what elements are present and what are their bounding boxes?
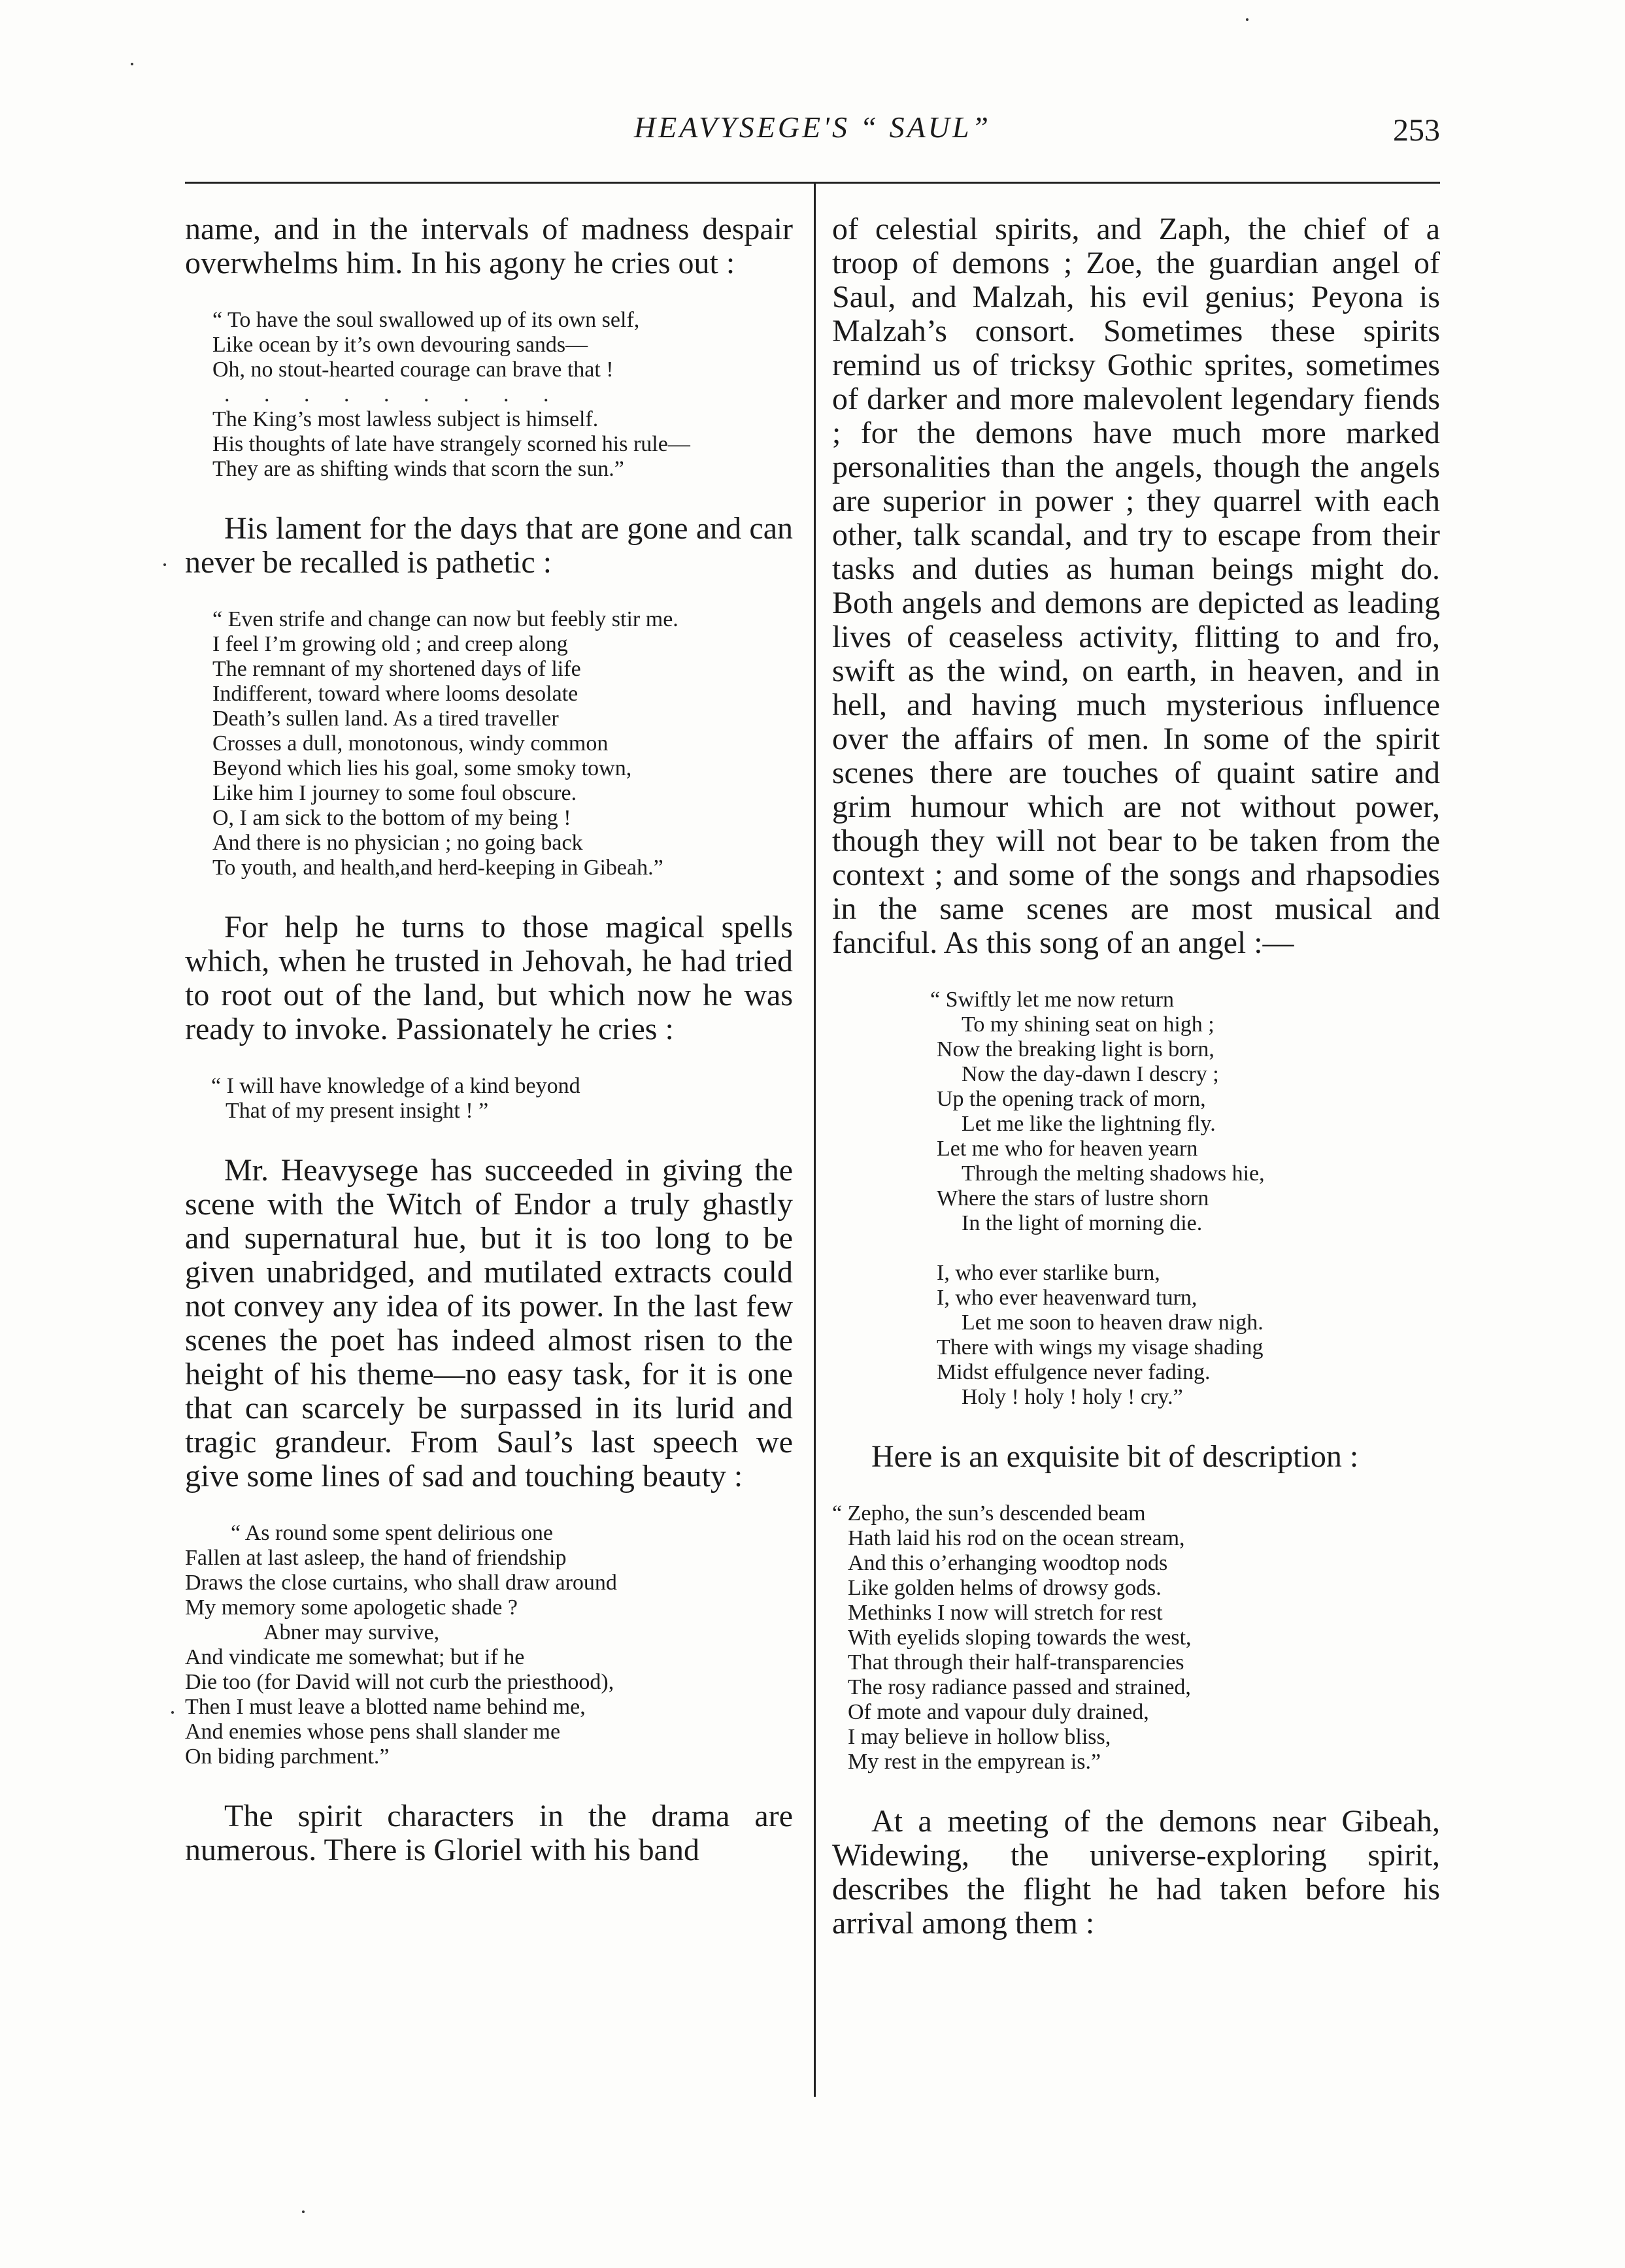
stray-mark	[163, 563, 166, 566]
verse-line: There with wings my visage shading	[937, 1335, 1264, 1359]
page-header	[185, 110, 1440, 169]
verse-line: In the light of morning die.	[962, 1211, 1203, 1235]
verse-line: Death’s sullen land. As a tired traveller	[212, 707, 559, 731]
verse-line: Beyond which lies his goal, some smoky town,	[212, 756, 632, 780]
paragraph: The spirit characters in the drama are numerous. There is Gloriel with his band	[185, 1799, 793, 1867]
verse-line: “ Zepho, the sun’s descended beam	[832, 1501, 1146, 1526]
verse-line: That through their half-transparencies	[848, 1650, 1184, 1675]
verse-quote	[185, 308, 793, 482]
verse-quote	[930, 988, 1440, 1410]
verse-line: I, who ever heavenward turn,	[937, 1286, 1198, 1310]
verse-line: Where the stars of lustre shorn	[937, 1186, 1209, 1210]
column-divider	[814, 182, 816, 2097]
verse-line: Of mote and vapour duly drained,	[848, 1700, 1149, 1724]
verse-line: And enemies whose pens shall slander me	[185, 1720, 561, 1744]
verse-line: Now the day-dawn I descry ;	[962, 1062, 1219, 1086]
verse-line: O, I am sick to the bottom of my being !	[212, 806, 571, 830]
verse-line: Fallen at last asleep, the hand of friendship	[185, 1546, 567, 1570]
verse-line: To youth, and health,and herd-keeping in Gibeah.”	[212, 856, 663, 880]
stray-mark	[131, 63, 133, 65]
verse-line: They are as shifting winds that scorn the sun.”	[212, 457, 624, 481]
verse-line: Abner may survive,	[263, 1620, 440, 1644]
verse-line: Up the opening track of morn,	[937, 1087, 1206, 1111]
verse-line: Midst effulgence never fading.	[937, 1360, 1211, 1384]
verse-line: Now the breaking light is born,	[937, 1037, 1215, 1061]
paragraph: of celestial spirits, and Zaph, the chief of a troop of demons ; Zoe, the guardian angel of Saul, and Malzah, his evil genius; Peyona is Malzah’s consort. Sometimes these spirits remind us of tricksy Gothic sprites, sometimes of darker and more malevolent legendary fiends ; for the demons have much more marked personalities than the angels, though the angels are superior in power ; they quarrel with each other, talk scandal, and try to escape from their tasks and duties as human beings might do. Both angels and demons are depicted as leading lives of ceaseless activity, flitting to and fro, swift as the wind, on earth, in heaven, and in hell, and having much mysterious influence over the affairs of men. In some of the spirit scenes there are touches of quaint satire and grim humour which are not without power, though they will not bear to be taken from the context ; and some of the songs and rhapsodies in the same scenes are most musical and fanciful. As this song of an angel :—	[832, 212, 1440, 960]
verse-line: Holy ! holy ! holy ! cry.”	[962, 1385, 1183, 1409]
verse-line: My memory some apologetic shade ?	[185, 1595, 518, 1620]
verse-quote	[185, 1521, 793, 1769]
verse-line: The King’s most lawless subject is himself.	[212, 407, 599, 431]
verse-line: Indifferent, toward where looms desolate	[212, 682, 578, 706]
verse-line: Like him I journey to some foul obscure.	[212, 781, 577, 805]
verse-line: That of my present insight ! ”	[226, 1099, 489, 1123]
verse-line: “ I will have knowledge of a kind beyond	[211, 1074, 580, 1098]
ellipsis-line: . . . . . . . . .	[224, 382, 563, 407]
verse-line: My rest in the empyrean is.”	[848, 1750, 1101, 1774]
paragraph: At a meeting of the demons near Gibeah, Widewing, the universe-exploring spirit, describes the flight he had taken before his arrival among them :	[832, 1804, 1440, 1941]
page-number: 253	[1393, 113, 1440, 148]
verse-line: “ As round some spent delirious one	[231, 1521, 553, 1545]
verse-line: Hath laid his rod on the ocean stream,	[848, 1526, 1185, 1550]
verse-line: Methinks I now will stretch for rest	[848, 1601, 1163, 1625]
paragraph: Mr. Heavysege has succeeded in giving the scene with the Witch of Endor a truly ghastly and supernatural hue, but it is too long to be given unabridged, and mutilated extracts could not convey any idea of its power. In the last few scenes the poet has indeed almost risen to the height of his theme—no easy task, for it is one that can scarcely be surpassed in its lurid and tragic grandeur. From Saul’s last speech we give some lines of sad and touching beauty :	[185, 1153, 793, 1493]
verse-line: And vindicate me somewhat; but if he	[185, 1645, 525, 1669]
verse-line: And there is no physician ; no going back	[212, 831, 583, 855]
verse-line: On biding parchment.”	[185, 1744, 390, 1769]
verse-line: Let me like the lightning fly.	[962, 1112, 1216, 1136]
paragraph: His lament for the days that are gone and can never be recalled is pathetic :	[185, 511, 793, 580]
verse-line: Die too (for David will not curb the priesthood),	[185, 1670, 614, 1694]
verse-line: “ Swiftly let me now return	[930, 988, 1174, 1012]
verse-line: Like golden helms of drowsy gods.	[848, 1576, 1162, 1600]
verse-line: His thoughts of late have strangely scorned his rule—	[212, 432, 690, 456]
verse-line: I feel I’m growing old ; and creep along	[212, 632, 568, 656]
verse-line: The rosy radiance passed and strained,	[848, 1675, 1191, 1699]
stray-mark	[302, 2210, 305, 2213]
verse-line: Through the melting shadows hie,	[962, 1161, 1265, 1186]
right-column	[832, 212, 1440, 1941]
stray-mark	[171, 1711, 174, 1714]
verse-line: Draws the close curtains, who shall draw around	[185, 1571, 617, 1595]
verse-line: Let me who for heaven yearn	[937, 1137, 1198, 1161]
verse-line: Crosses a dull, monotonous, windy common	[212, 731, 609, 756]
verse-line: Like ocean by it’s own devouring sands—	[212, 333, 588, 357]
paragraph: For help he turns to those magical spells which, when he trusted in Jehovah, he had tried to root out of the land, but which now he was ready to invoke. Passionately he cries :	[185, 910, 793, 1046]
verse-line: “ Even strife and change can now but feebly stir me.	[212, 607, 678, 631]
paragraph: Here is an exquisite bit of description :	[871, 1439, 1359, 1474]
stanza-gap	[930, 1236, 1440, 1261]
paragraph: name, and in the intervals of madness despair overwhelms him. In his agony he cries out :	[185, 212, 793, 280]
verse-line: I, who ever starlike burn,	[937, 1261, 1160, 1285]
header-rule	[185, 182, 1440, 184]
verse-line: With eyelids sloping towards the west,	[848, 1626, 1192, 1650]
left-column	[185, 212, 793, 1867]
verse-line: “ To have the soul swallowed up of its own self,	[212, 308, 640, 332]
verse-line: Oh, no stout-hearted courage can brave that !	[212, 358, 614, 382]
verse-quote	[185, 607, 793, 880]
running-title: HEAVYSEGE'S “ SAUL”	[633, 110, 992, 144]
stray-mark	[1246, 18, 1248, 21]
verse-quote	[832, 1501, 1440, 1775]
verse-line: To my shining seat on high ;	[962, 1012, 1215, 1037]
verse-line: The remnant of my shortened days of life	[212, 657, 581, 681]
verse-line: I may believe in hollow bliss,	[848, 1725, 1111, 1749]
verse-quote	[185, 1074, 793, 1124]
verse-line: Let me soon to heaven draw nigh.	[962, 1310, 1264, 1335]
verse-line: Then I must leave a blotted name behind me,	[185, 1695, 586, 1719]
verse-line: And this o’erhanging woodtop nods	[848, 1551, 1168, 1575]
